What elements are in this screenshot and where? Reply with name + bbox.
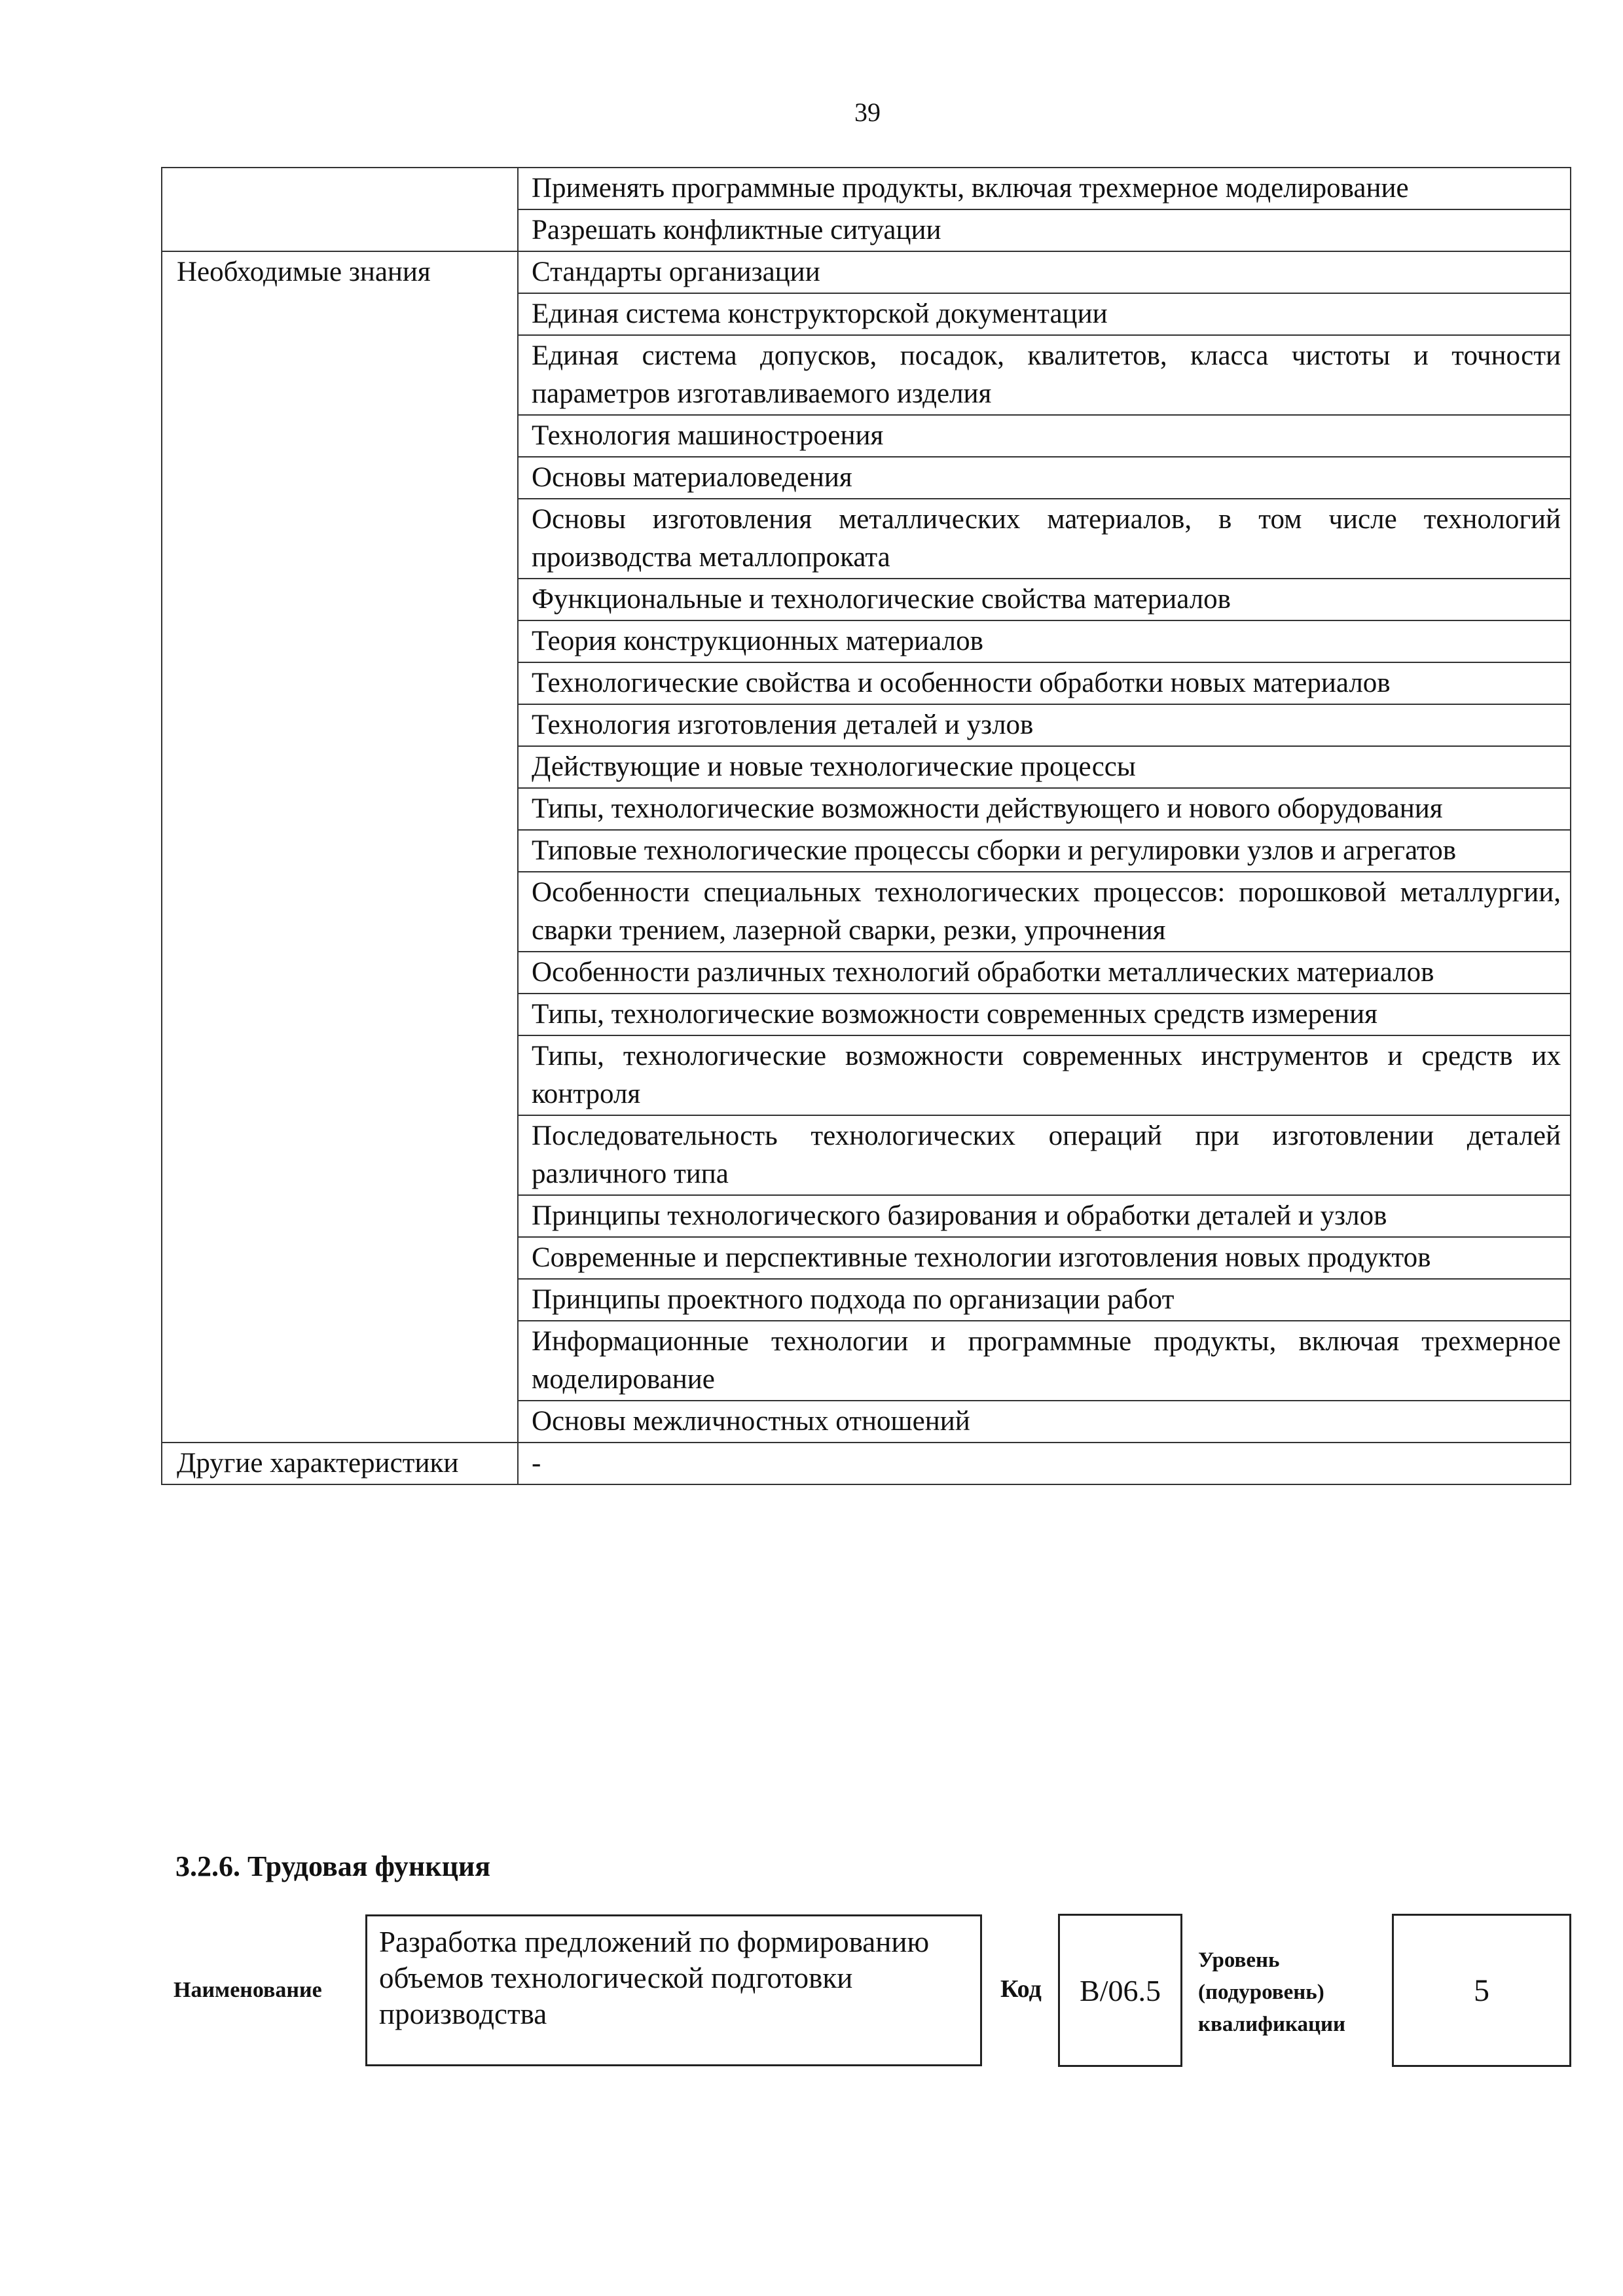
qualification-level-box (1392, 1914, 1571, 2067)
requirement-item: Единая система допусков, посадок, квалитетов, класса чистоты и точности параметров изготавливаемого изделия (518, 335, 1571, 415)
section-title: 3.2.6. Трудовая функция (175, 1850, 491, 1882)
labor-function-code-box (1058, 1914, 1182, 2067)
requirement-item: Разрешать конфликтные ситуации (518, 209, 1571, 251)
requirement-item: Типы, технологические возможности современных средств измерения (518, 994, 1571, 1035)
requirement-item: Информационные технологии и программные продукты, включая трехмерное моделирование (518, 1321, 1571, 1401)
requirement-item: Современные и перспективные технологии изготовления новых продуктов (518, 1237, 1571, 1279)
requirement-item: Типы, технологические возможности современных инструментов и средств их контроля (518, 1035, 1571, 1115)
requirement-item: Единая система конструкторской документации (518, 293, 1571, 335)
requirement-item: Технологические свойства и особенности обработки новых материалов (518, 662, 1571, 704)
requirement-item: Стандарты организации (518, 251, 1571, 293)
labor-function-code-value: B/06.5 (1080, 1973, 1161, 2007)
requirement-item: Основы межличностных отношений (518, 1401, 1571, 1443)
requirement-item: Технология машиностроения (518, 415, 1571, 457)
row-label (162, 168, 518, 251)
table-row (162, 168, 1571, 209)
requirement-item: Действующие и новые технологические процессы (518, 746, 1571, 788)
requirement-item: Принципы проектного подхода по организации работ (518, 1279, 1571, 1321)
requirement-item: Типы, технологические возможности действующего и нового оборудования (518, 788, 1571, 830)
requirement-item: Типовые технологические процессы сборки и регулировки узлов и агрегатов (518, 830, 1571, 872)
requirement-item: Функциональные и технологические свойства материалов (518, 579, 1571, 620)
labor-function-name-label: Наименование (173, 1978, 322, 2002)
requirement-item: Теория конструкционных материалов (518, 620, 1571, 662)
requirement-item: Принципы технологического базирования и обработки деталей и узлов (518, 1195, 1571, 1237)
qualification-level-label: Уровень (подуровень) квалификации (1198, 1948, 1346, 2036)
table-row (162, 1443, 1571, 1484)
page-number: 39 (854, 98, 881, 127)
requirements-table (161, 167, 1571, 1485)
requirement-item: Технология изготовления деталей и узлов (518, 704, 1571, 746)
requirement-item: Основы материаловедения (518, 457, 1571, 499)
requirement-item: Последовательность технологических операций при изготовлении деталей различного типа (518, 1115, 1571, 1195)
requirement-item: Основы изготовления металлических материалов, в том числе технологий производства металлопроката (518, 499, 1571, 579)
requirement-item: - (518, 1443, 1571, 1484)
row-label: Необходимые знания (162, 251, 518, 1443)
requirement-item: Особенности различных технологий обработки металлических материалов (518, 952, 1571, 994)
qualification-level-value: 5 (1474, 1973, 1489, 2008)
requirement-item: Особенности специальных технологических процессов: порошковой металлургии, сварки трением, лазерной сварки, резки, упрочнения (518, 872, 1571, 952)
table-row (162, 251, 1571, 293)
requirement-item: Применять программные продукты, включая трехмерное моделирование (518, 168, 1571, 209)
row-label: Другие характеристики (162, 1443, 518, 1484)
labor-function-name-box (365, 1914, 982, 2066)
labor-function-code-label: Код (1000, 1975, 1042, 2003)
labor-function-name-value: Разработка предложений по формированию объемов технологической подготовки производства (379, 1926, 930, 2030)
